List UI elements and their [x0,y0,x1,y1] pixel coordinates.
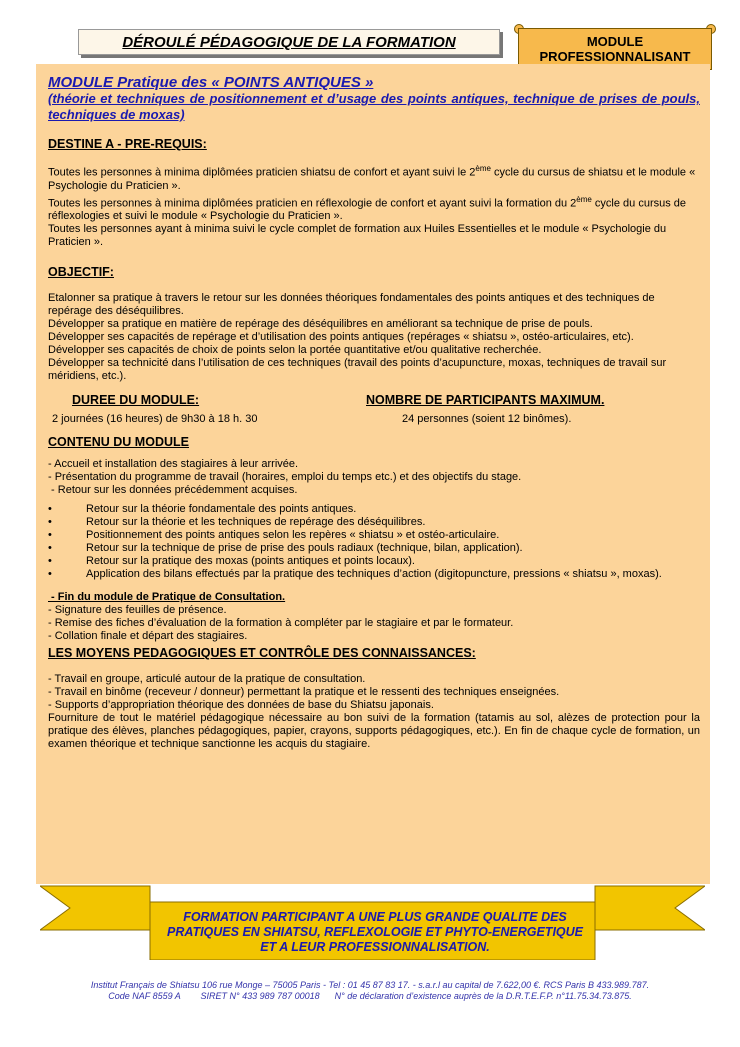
duree-value: 2 journées (16 heures) de 9h30 à 18 h. 30 [52,413,258,426]
fin-line: - Collation finale et départ des stagiaires. [48,630,248,643]
moyens-line: Fourniture de tout le matériel pédagogique nécessaire au bon suivi de la formation (tatamis au sol, alèzes de protection pour la pratique des élèves, planches pédagogiques, papier, crayons, supports pédagogiques, etc.). En fin de chaque cycle de formation, un examen théorique et technique sanctionne les acquis du stagiaire. [48,712,700,751]
contenu-bullet-list [48,503,700,581]
contenu-intro-line: - Retour sur les données précédemment acquises. [48,484,298,497]
module-subtitle: (théorie et techniques de positionnement et d’usage des points antiques, technique de prises de pouls, techniques de moxas) [48,91,700,122]
duree-heading: DUREE DU MODULE: [72,393,200,408]
objectif-line: Développer sa pratique en matière de repérage des déséquilibres en améliorant sa technique de prise de pouls. [48,318,593,331]
objectif-line: Développer ses capacités de repérage et d’utilisation des points antiques (repérages « shiatsu », ostéo-articulaires, etc). [48,331,634,344]
ribbon-left-tail [40,886,150,930]
duree-participants-row [48,393,700,427]
footer [40,980,700,1002]
list-item: • Retour sur la technique de prise de prise des pouls radiaux (technique, bilan, application). [48,542,700,555]
participants-heading: NOMBRE DE PARTICIPANTS MAXIMUM. [366,393,605,408]
footer-line-2: Code NAF 8559 A SIRET N° 433 989 787 00018 N° de déclaration d’existence auprès de la D.R.T.E.F.P. n°11.75.34.73.875. [108,991,632,1001]
objectif-line: Développer ses capacités de choix de points selon la portée quantitative et/ou qualitative recherchée. [48,344,542,357]
list-item: • Application des bilans effectués par la pratique des techniques d’action (digitopuncture, pressions « shiatsu », moxas). [48,568,700,581]
list-item: • Retour sur la pratique des moxas (points antiques et points locaux). [48,555,700,568]
destine-paragraph-3: Toutes les personnes ayant à minima suivi le cycle complet de formation aux Huiles Essentielles et le module « Psychologie du Praticien ». [48,223,667,249]
banner-line-1: FORMATION PARTICIPANT A UNE PLUS GRANDE QUALITE DES [183,910,567,924]
banner-line-2: PRATIQUES EN SHIATSU, REFLEXOLOGIE ET PHYTO-ENERGETIQUE [166,925,583,939]
badge-line-2: PROFESSIONNALISANT [539,49,691,64]
list-item: • Positionnement des points antiques selon les repères « shiatsu » et ostéo-articulaire. [48,529,700,542]
banner-line-3: ET A LEUR PROFESSIONNALISATION. [260,940,490,954]
document-title: DÉROULÉ PÉDAGOGIQUE DE LA FORMATION [122,33,456,51]
list-item: • Retour sur la théorie fondamentale des points antiques. [48,503,700,516]
destine-paragraph-2: Toutes les personnes à minima diplômées praticien en réflexologie de confort et ayant suivi la formation du 2ème cycle du cursus de réflexologies et suivi le module « Psychologie du Praticien ». [48,194,687,223]
moyens-line: - Supports d’appropriation théorique des données de base du Shiatsu japonais. [48,699,434,712]
module-title: MODULE Pratique des « POINTS ANTIQUES » [48,74,374,91]
fin-heading: - Fin du module de Pratique de Consultation. [48,591,286,604]
fin-line: - Remise des fiches d’évaluation de la formation à compléter par le stagiaire et par le formateur. [48,617,514,630]
moyens-line: - Travail en binôme (receveur / donneur) permettant la pratique et le ressenti des techniques enseignées. [48,686,560,699]
footer-line-1: Institut Français de Shiatsu 106 rue Monge – 75005 Paris - Tel : 01 45 87 83 17. - s.a.r.l au capital de 7.622,00 €. RCS Paris B 433.989.787. [90,980,650,990]
banner-text [150,910,600,955]
contenu-intro-line: - Présentation du programme de travail (horaires, emploi du temps etc.) et des objectifs du stage. [48,471,522,484]
destine-heading: DESTINE A - PRE-REQUIS: [48,137,207,151]
contenu-intro-line: - Accueil et installation des stagiaires à leur arrivée. [48,458,299,471]
contenu-heading: CONTENU DU MODULE [48,435,189,450]
moyens-heading: LES MOYENS PEDAGOGIQUES ET CONTRÔLE DES CONNAISSANCES: [48,646,476,661]
participants-value: 24 personnes (soient 12 binômes). [402,413,572,426]
content [48,74,700,751]
moyens-line: - Travail en groupe, articulé autour de la pratique de consultation. [48,673,366,686]
badge-line-1: MODULE [586,34,644,49]
fin-line: - Signature des feuilles de présence. [48,604,227,617]
ribbon-right-tail [595,886,705,930]
objectif-heading: OBJECTIF: [48,265,114,280]
destine-paragraph-1: Toutes les personnes à minima diplômées praticien shiatsu de confort et ayant suivi le 2ème cycle du cursus de shiatsu et le module « Psychologie du Praticien ». [48,164,696,192]
title-box [78,29,500,55]
list-item: • Retour sur la théorie et les techniques de repérage des déséquilibres. [48,516,700,529]
objectif-line: Etalonner sa pratique à travers le retour sur les données théoriques fondamentales des points antiques et des techniques de repérage des déséquilibres. [48,292,655,318]
objectif-line: Développer sa technicité dans l’utilisation de ces techniques (travail des points d’acupuncture, moxas, techniques de travail sur méridiens, etc.). [48,357,667,383]
